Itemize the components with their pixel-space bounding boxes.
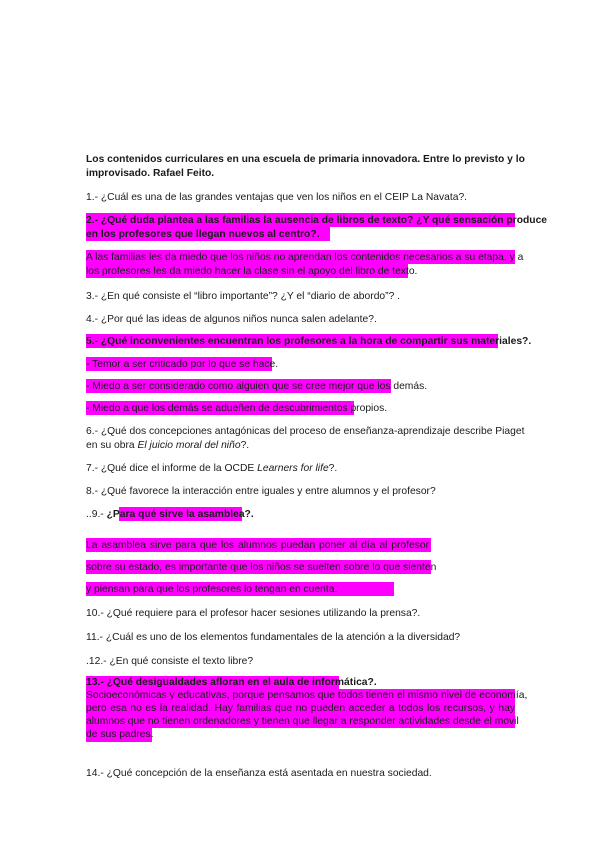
question-12: .12.- ¿En qué consiste el texto libre? [86,656,254,667]
question-6-line-2 [86,439,515,452]
question-9-text: ¿Para qué sirve la asamblea?. [106,509,254,520]
question-3: 3.- ¿En qué consiste el “libro importante”? ¿Y el “diario de abordo”? . [86,291,401,302]
book-title-italic: El juicio moral del niño [137,440,241,451]
question-5: 5.- ¿Qué inconvenientes encuentran los profesores a la hora de compartir sus materiales?. [86,336,532,347]
document-title-line-2: improvisado. Rafael Feito. [86,168,215,179]
document-title-line-1: Los contenidos curriculares en una escuela de primaria innovadora. Entre lo previsto y lo [86,154,525,165]
answer-13-line-1: Socioeconómicas y educativas, porque pensamos que todos tienen el mismo nivel de economía, [86,690,528,701]
answer-13-line-3: alumnos que no tienen ordenadores y tienen que llegar a responder actividades desde el movil [86,716,519,727]
report-title-italic: Learners for life [257,463,329,474]
answer-13-line-2: pero esa no es la realidad. Hay familias que no pueden acceder a todos los recursos, y hay [86,703,515,714]
answer-5-item-3: - Miedo a que los demás se adueñen de descubrimientos propios. [86,403,388,414]
answer-13-line-4: de sus padres. [86,729,154,740]
question-1: 1.- ¿Cuál es una de las grandes ventajas que ven los niños en el CEIP La Navata?. [86,192,468,203]
question-6-suffix: ?. [240,440,250,451]
question-6-text: en su obra [86,440,138,451]
question-7 [86,462,515,475]
answer-5-item-2: - Miedo a ser considerado como alguien que se cree mejor que los demás. [86,381,428,392]
answer-2-line-1: A las familias les da miedo que los niños no aprendan los contenidos necesarios a su etapa, y a [86,252,524,263]
question-2-line-1: 2.- ¿Qué duda plantea a las familias la ausencia de libros de texto? ¿Y qué sensación produce [86,215,548,226]
question-6-line-1: 6.- ¿Qué dos concepciones antagónicas del proceso de enseñanza-aprendizaje describe Piaget [86,426,525,437]
question-8: 8.- ¿Qué favorece la interacción entre iguales y entre alumnos y el profesor? [86,486,436,497]
question-7-suffix: ?. [328,463,338,474]
question-9 [86,508,515,521]
question-11: 11.- ¿Cuál es uno de los elementos fundamentales de la atención a la diversidad? [86,632,461,643]
question-2-line-2: en los profesores que llegan nuevos al centro?. [86,229,320,240]
question-7-text: 7.- ¿Qué dice el informe de la OCDE [86,463,258,474]
answer-9-line-1: La asamblea sirve para que los alumnos puedan poner al día al profesor [86,540,429,551]
question-10: 10.- ¿Qué requiere para el profesor hacer sesiones utilizando la prensa?. [86,608,421,619]
answer-2-line-2: los profesores les da miedo hacer la clase sin el apoyo del libro de texto. [86,266,418,277]
question-9-number: ..9.- [86,509,107,520]
answer-9-line-2: sobre su estado, es importante que los niños se suelten sobre lo que sienten [86,562,437,573]
question-13: 13.- ¿Qué desigualdades afloran en el aula de informática?. [86,677,377,688]
answer-5-item-1: - Temor a ser criticado por lo que se hace. [86,359,279,370]
question-4: 4.- ¿Por qué las ideas de algunos niños nunca salen adelante?. [86,314,377,325]
question-14: 14.- ¿Qué concepción de la enseñanza está asentada en nuestra sociedad. [86,768,432,779]
answer-9-line-3: y piensan para que los profesores lo tengan en cuenta. [86,584,338,595]
